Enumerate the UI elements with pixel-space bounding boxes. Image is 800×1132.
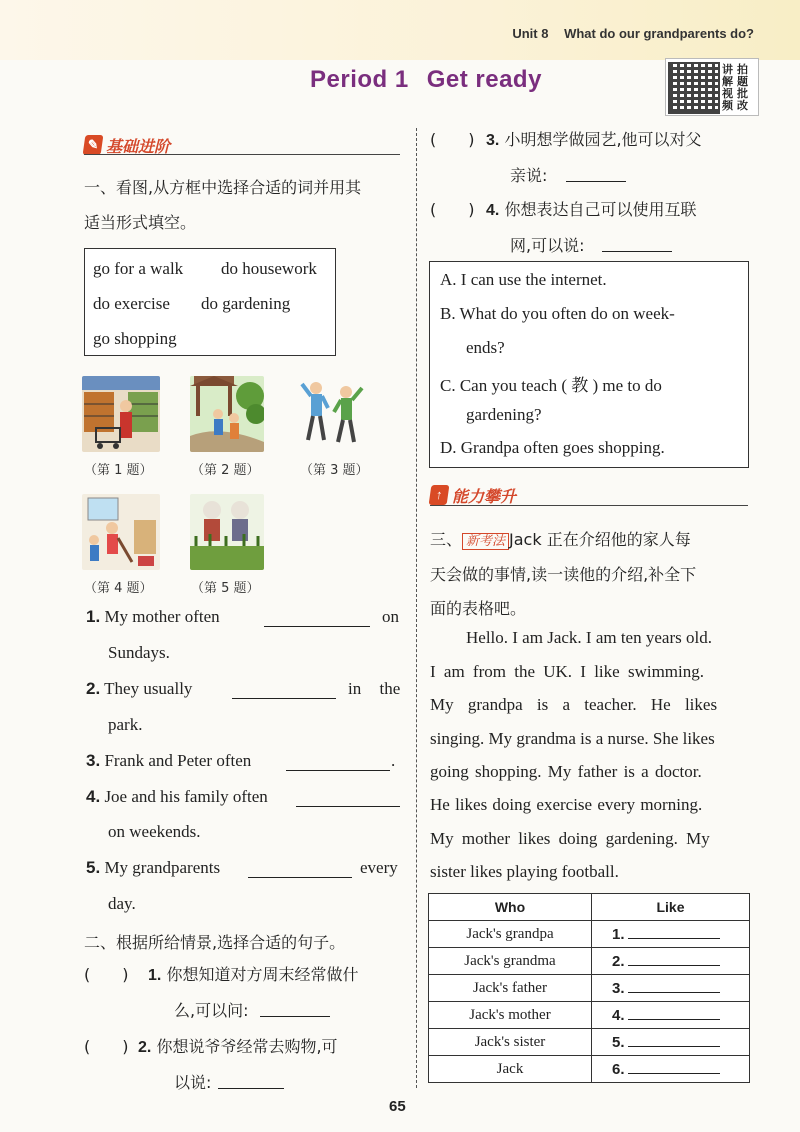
question-text: on bbox=[382, 607, 399, 626]
part3-instruction bbox=[430, 527, 691, 550]
question-number: 3. bbox=[486, 132, 500, 149]
qr-char: 改 bbox=[737, 99, 748, 112]
question-number: 3. bbox=[86, 751, 101, 770]
answer-paren[interactable]: ( ) bbox=[430, 200, 475, 219]
qr-code-icon[interactable] bbox=[668, 62, 720, 114]
part3-text: 面的表格吧。 bbox=[430, 599, 527, 618]
section-heading-basic bbox=[84, 134, 170, 156]
row-number: 2. bbox=[612, 953, 625, 970]
question-2 bbox=[86, 679, 192, 699]
period-label: Period 1 bbox=[310, 66, 409, 93]
scenario-text: 你想表达自己可以使用互联 bbox=[504, 200, 697, 219]
climb-icon: ↑ bbox=[429, 485, 450, 505]
question-text: day. bbox=[108, 894, 136, 913]
exercise-picture bbox=[300, 378, 366, 448]
who-cell: Jack bbox=[429, 1056, 592, 1083]
answer-blank[interactable] bbox=[248, 863, 352, 878]
housework-picture bbox=[82, 494, 160, 570]
question-text: My grandparents bbox=[104, 858, 221, 877]
new-method-tag: 新考法 bbox=[462, 533, 509, 550]
picture-caption: （第 4 题） bbox=[84, 581, 153, 596]
like-cell[interactable] bbox=[592, 948, 750, 975]
question-number: 1. bbox=[86, 607, 101, 626]
question-text: park. bbox=[108, 715, 143, 734]
like-cell[interactable] bbox=[592, 1002, 750, 1029]
park-walk-picture bbox=[190, 376, 264, 452]
scenario-text: 你想知道对方周末经常做什 bbox=[166, 965, 359, 984]
qr-char: 题 bbox=[737, 75, 748, 88]
who-cell: Jack's sister bbox=[429, 1029, 592, 1056]
passage-line: My mother likes doing gardening. My bbox=[430, 829, 710, 848]
answer-paren[interactable]: ( ) bbox=[84, 1037, 129, 1056]
section-label: 能力攀升 bbox=[452, 486, 517, 506]
part1-instruction-cont: 适当形式填空。 bbox=[84, 213, 197, 232]
option-c-cont: gardening? bbox=[466, 405, 542, 424]
question-text: Sundays. bbox=[108, 643, 170, 662]
question-number: 2. bbox=[138, 1039, 152, 1056]
passage-line: My grandpa is a teacher. He likes bbox=[430, 695, 718, 714]
question-4 bbox=[86, 787, 268, 807]
table-row bbox=[429, 975, 750, 1002]
qr-char: 解 bbox=[722, 75, 733, 88]
scenario-text: 你想说爷爷经常去购物,可 bbox=[156, 1037, 338, 1056]
answer-blank[interactable] bbox=[602, 237, 672, 252]
question-text: Joe and his family often bbox=[104, 787, 268, 806]
part3-prefix: 三、 bbox=[430, 530, 463, 549]
who-cell: Jack's grandma bbox=[429, 948, 592, 975]
section-heading-advanced bbox=[430, 484, 516, 506]
gardening-picture bbox=[190, 494, 264, 570]
answer-blank[interactable] bbox=[566, 167, 626, 182]
answer-paren[interactable]: ( ) bbox=[84, 965, 129, 984]
question-number: 2. bbox=[86, 679, 101, 698]
who-cell: Jack's grandpa bbox=[429, 921, 592, 948]
word-option: do gardening bbox=[201, 294, 291, 313]
table-row bbox=[429, 1029, 750, 1056]
family-likes-table bbox=[428, 893, 750, 1083]
qr-char: 视 bbox=[722, 87, 733, 100]
answer-blank[interactable] bbox=[218, 1074, 284, 1089]
part2-instruction: 二、根据所给情景,选择合适的句子。 bbox=[84, 933, 346, 952]
passage-line: singing. My grandma is a nurse. She likes bbox=[430, 729, 715, 748]
table-row bbox=[429, 1002, 750, 1029]
answer-blank[interactable] bbox=[286, 756, 390, 771]
section-underline bbox=[430, 505, 748, 506]
answer-blank[interactable] bbox=[296, 792, 400, 807]
qr-caption bbox=[720, 64, 754, 112]
passage-line: Hello. I am Jack. I am ten years old. bbox=[466, 628, 712, 647]
question-1 bbox=[86, 607, 220, 627]
row-number: 4. bbox=[612, 1007, 625, 1024]
part3-text: 天会做的事情,读一读他的介绍,补全下 bbox=[430, 565, 697, 584]
question-number: 4. bbox=[486, 202, 500, 219]
scenario-2 bbox=[138, 1034, 338, 1057]
column-header: Who bbox=[429, 894, 592, 921]
shopping-picture bbox=[82, 376, 160, 452]
answer-blank[interactable] bbox=[628, 978, 720, 993]
question-number: 5. bbox=[86, 858, 101, 877]
column-header: Like bbox=[592, 894, 750, 921]
word-option: go shopping bbox=[93, 329, 177, 348]
passage-line: He likes doing exercise every morning. bbox=[430, 795, 703, 814]
part1-instruction: 一、看图,从方框中选择合适的词并用其 bbox=[84, 178, 362, 197]
question-text: in the bbox=[348, 679, 401, 698]
question-text: . bbox=[391, 751, 396, 770]
option-d: D. Grandpa often goes shopping. bbox=[440, 438, 665, 457]
pencil-icon: ✎ bbox=[83, 135, 104, 155]
option-b-cont: ends? bbox=[466, 338, 505, 357]
part3-text: Jack 正在介绍他的家人每 bbox=[509, 530, 691, 549]
question-text: every bbox=[360, 858, 398, 877]
option-b: B. What do you often do on week- bbox=[440, 304, 675, 323]
picture-caption: （第 1 题） bbox=[84, 463, 153, 478]
scenario-3 bbox=[486, 127, 702, 150]
like-cell[interactable] bbox=[592, 1029, 750, 1056]
qr-char: 批 bbox=[737, 87, 748, 100]
answer-blank[interactable] bbox=[628, 1032, 720, 1047]
column-divider bbox=[416, 128, 417, 1088]
page-number: 65 bbox=[389, 1098, 406, 1115]
question-text: They usually bbox=[104, 679, 193, 698]
unit-title: What do our grandparents do? bbox=[564, 26, 754, 41]
question-text: on weekends. bbox=[108, 822, 201, 841]
scenario-1 bbox=[148, 962, 358, 985]
row-number: 1. bbox=[612, 926, 625, 943]
question-text: Frank and Peter often bbox=[104, 751, 252, 770]
word-option: do housework bbox=[221, 259, 317, 278]
question-5 bbox=[86, 858, 220, 878]
section-underline bbox=[84, 154, 400, 155]
answer-blank[interactable] bbox=[628, 1005, 720, 1020]
period-name: Get ready bbox=[426, 66, 542, 93]
row-number: 6. bbox=[612, 1061, 625, 1078]
question-text: My mother often bbox=[104, 607, 220, 626]
question-3 bbox=[86, 751, 251, 771]
picture-caption: （第 3 题） bbox=[300, 463, 369, 478]
answer-paren[interactable]: ( ) bbox=[430, 130, 475, 149]
who-cell: Jack's mother bbox=[429, 1002, 592, 1029]
scenario-text: 小明想学做园艺,他可以对父 bbox=[504, 130, 702, 149]
like-cell[interactable] bbox=[592, 975, 750, 1002]
page-title bbox=[310, 66, 542, 94]
option-a: A. I can use the internet. bbox=[440, 270, 607, 289]
scenario-text: 网,可以说: bbox=[510, 236, 585, 255]
like-cell[interactable] bbox=[592, 1056, 750, 1083]
passage-line: I am from the UK. I like swimming. bbox=[430, 662, 704, 681]
scenario-4 bbox=[486, 197, 696, 220]
row-number: 3. bbox=[612, 980, 625, 997]
answer-blank[interactable] bbox=[628, 924, 720, 939]
word-option: go for a walk bbox=[93, 259, 184, 278]
scenario-text: 么,可以问: bbox=[174, 1001, 249, 1020]
row-number: 5. bbox=[612, 1034, 625, 1051]
who-cell: Jack's father bbox=[429, 975, 592, 1002]
table-row bbox=[429, 948, 750, 975]
scenario-text: 亲说: bbox=[510, 166, 548, 185]
passage-line: sister likes playing football. bbox=[430, 862, 619, 881]
picture-caption: （第 2 题） bbox=[191, 463, 260, 478]
table-row bbox=[429, 921, 750, 948]
answer-blank[interactable] bbox=[264, 612, 370, 627]
question-number: 4. bbox=[86, 787, 101, 806]
picture-caption: （第 5 题） bbox=[191, 581, 260, 596]
answer-blank[interactable] bbox=[260, 1002, 330, 1017]
options-box bbox=[429, 261, 749, 468]
option-c: C. Can you teach ( 教 ) me to do bbox=[440, 376, 662, 395]
answer-blank[interactable] bbox=[628, 1059, 720, 1074]
unit-header bbox=[512, 26, 754, 41]
qr-char: 频 bbox=[722, 99, 733, 112]
unit-label: Unit 8 bbox=[512, 26, 549, 41]
question-number: 1. bbox=[148, 967, 162, 984]
table-row bbox=[429, 1056, 750, 1083]
scenario-text: 以说: bbox=[174, 1073, 212, 1092]
word-box bbox=[84, 248, 336, 356]
answer-blank[interactable] bbox=[232, 684, 336, 699]
answer-blank[interactable] bbox=[628, 951, 720, 966]
passage-line: going shopping. My father is a doctor. bbox=[430, 762, 702, 781]
word-option: do exercise bbox=[93, 294, 170, 313]
section-label: 基础进阶 bbox=[106, 136, 171, 156]
qr-char: 讲 bbox=[722, 63, 733, 76]
qr-char: 拍 bbox=[737, 63, 748, 76]
table-header bbox=[429, 894, 750, 921]
like-cell[interactable] bbox=[592, 921, 750, 948]
